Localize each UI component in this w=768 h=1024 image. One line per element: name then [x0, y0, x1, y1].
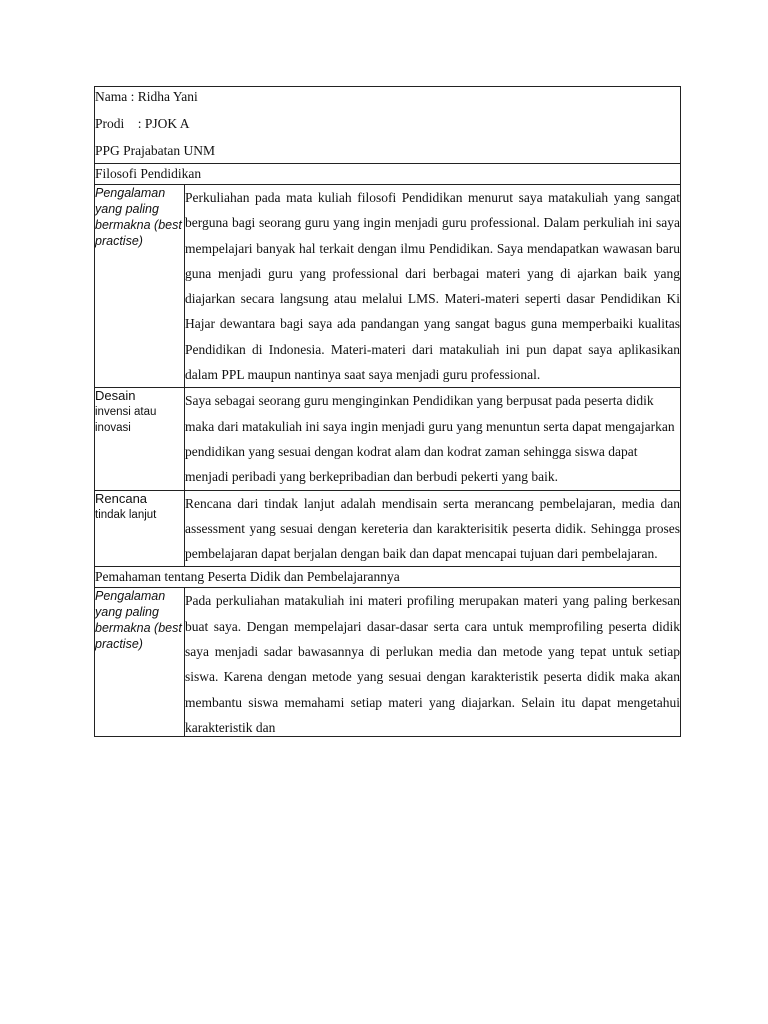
table-row	[95, 490, 681, 567]
section-title-pemahaman: Pemahaman tentang Peserta Didik dan Pembelajarannya	[95, 567, 681, 588]
label-desain-line1: Desain	[95, 388, 136, 404]
label-best-practise-2	[95, 588, 185, 737]
reflection-table	[94, 86, 681, 737]
student-name: Nama : Ridha Yani	[95, 89, 198, 104]
header-row	[95, 87, 681, 164]
label-rencana-line2: tindak lanjut	[95, 508, 157, 521]
table-row	[95, 588, 681, 737]
text-best-practise-2-content: Pada perkuliahan matakuliah ini materi profiling merupakan materi yang paling berkesan buat saya. Dengan mempelajari dasar-dasar serta cara untuk memprofiling peserta didik saya menjadi sadar bawasannya di perlukan media dan metode yang tepat untuk setiap siswa. Karena dengan metode yang sesuai dengan karakteristik peserta didik maka akan membantu siswa memahami setiap materi yang diajarkan. Selain itu dapat mengetahui karakteristik dan	[185, 593, 680, 735]
label-rencana	[95, 490, 185, 567]
table-row	[95, 388, 681, 490]
section-title-row	[95, 164, 681, 185]
study-program: Prodi : PJOK A	[95, 116, 190, 131]
label-desain-line3: inovasi	[95, 422, 131, 435]
identity-block	[95, 87, 681, 164]
text-rencana: Rencana dari tindak lanjut adalah mendisain serta merancang pembelajaran, media dan assessment yang sesuai dengan kereteria dan karakterisitik peserta didik. Sehingga proses pembelajaran dapat berjalan dengan baik dan dapat mencapai tujuan dari pembelajaran.	[185, 490, 681, 567]
program-name: PPG Prajabatan UNM	[95, 143, 215, 158]
label-rencana-line1: Rencana	[95, 490, 148, 506]
table-row	[95, 185, 681, 388]
section-title-filosofi: Filosofi Pendidikan	[95, 164, 681, 185]
text-best-practise-2	[185, 588, 681, 737]
text-best-practise: Perkuliahan pada mata kuliah filosofi Pendidikan menurut saya matakuliah yang sangat berguna bagi seorang guru yang ingin menjadi guru professional. Dalam perkuliah ini saya mempelajari banyak hal terkait dengan ilmu Pendidikan. Saya mendapatkan wawasan baru guna menjadi guru yang professional dari berbagai materi yang di ajarkan baik yang diajarkan secara langsung atau melalui LMS. Materi-materi seperti dasar Pendidikan Ki Hajar dewantara bagi saya ada pandangan yang sangat bagus guna memperbaiki kualitas Pendidikan di Indonesia. Materi-materi dari matakuliah ini pun dapat saya aplikasikan dalam PPL maupun nantinya saat saya menjadi guru professional.	[185, 185, 681, 388]
section-title-row	[95, 567, 681, 588]
label-desain	[95, 388, 185, 490]
label-desain-line2: invensi atau	[95, 406, 157, 419]
text-desain: Saya sebagai seorang guru menginginkan Pendidikan yang berpusat pada peserta didik maka dari matakuliah ini saya ingin menjadi guru yang menuntun serta dapat mengajarkan pendidikan yang sesuai dengan kodrat alam dan kodrat zaman sehingga siswa dapat menjadi peribadi yang berkepribadian dan berbudi pekerti yang baik.	[185, 388, 681, 490]
label-best-practise: Pengalaman yang paling bermakna (best practise)	[95, 185, 185, 388]
label-best-practise-2-text: Pengalaman yang paling bermakna (best practise)	[95, 589, 182, 652]
